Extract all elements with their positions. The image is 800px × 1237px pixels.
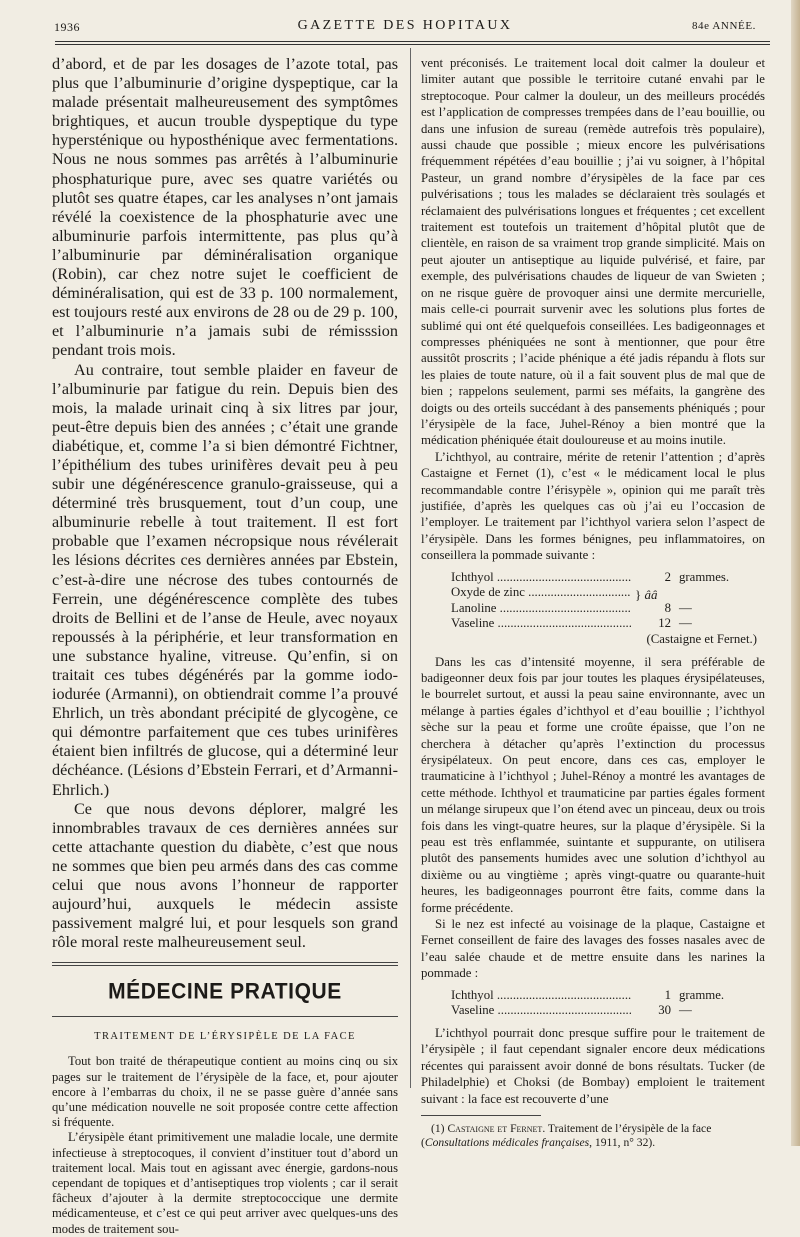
ingredient-quantity: 30	[658, 1003, 671, 1018]
ingredient-quantity: 2	[664, 569, 671, 584]
right-paragraph-4: Si le nez est infecté au voisinage de la plaque, Castaigne et Fernet conseillent de faire des lavages des fosses nasales avec de l’eau salée chaude et de mettre ensuite dans les narines la pommade :	[421, 917, 765, 981]
prescription-pommade	[451, 570, 765, 648]
journal-title: GAZETTE DES HOPITAUX	[297, 18, 513, 33]
left-paragraph-1: d’abord, et de par les dosages de l’azote total, pas plus que l’albuminurie d’origine dyspeptique, car la malade présentait malheureusement des symptômes brightiques, et aucun trouble dyspeptique du type hypersténique ou hyposthénique avec fermentations. Nous ne nous sommes pas arrêtés à l’albuminurie phosphaturique pure, avec ses quatre variétés ou plutôt ses quatre étapes, car les analyses n’ont jamais révélé la coexistence de la phosphaturie avec une albuminurie parfois intermittente, pas plus qu’à l’albuminurie par déminéralisation organique (Robin), car chez notre sujet le coefficient de déminéralisation, qui est de 33 p. 100 normalement, est toujours resté aux environs de 28 ou de 29 p. 100, et l’albuminurie n’a jamais subi de rémisssion pendant trois mois.	[52, 55, 398, 360]
left-paragraph-3: Ce que nous devons déplorer, malgré les innombrables travaux de ces dernières années sur cette attachante question du diabète, c’est que nous ne sommes que bien peu armés dans des cas comme celui que nous avons l’honneur de rapporter aujourd’hui, auxquels le médecin assiste passivement malgré lui, et pour lesquels son grand rôle moral reste malheureusement seul.	[52, 799, 398, 952]
right-paragraph-3: Dans les cas d’intensité moyenne, il sera préférable de badigeonner deux fois par jour toutes les plaques érysipélateuses, le bourrelet surtout, et aussi la peau saine environnante, avec un mélange à parties égales d’ichthyol et d’eau bouillie ; l’ichthyol sèche sur la peau et forme une croûte épaisse, que l’on ne cherchera à détacher qu’après l’extinction du processus érysipélateux. On peut encore, dans ces cas, employer le traumaticine à l’ichthyol ; Juhel-Rénoy a montré les avantages de cette méthode. Ichthyol et traumaticine par parties égales forment un mélange sirupeux que l’on étend avec un pinceau, deux ou trois fois dans les vingt-quatre heures, sur la plaque d’érysipèle. Si la peau est très enflammée, suintante et suppurante, on utilisera plutôt des pansements humides avec une solution d’ichthyol au dixième ou au vingtième ; après vingt-quatre ou quarante-huit heures, les badigeonnages pourront être faits, comme dans la forme précédente.	[421, 654, 765, 915]
prescription-row	[451, 988, 765, 1004]
footnote-authors: Castaigne et Fernet.	[447, 1121, 546, 1135]
ingredient-unit: —	[679, 616, 692, 631]
footnote-marker: (1)	[431, 1121, 445, 1135]
ingredient-name: Ichthyol .....	[451, 570, 631, 586]
ingredient-name: Vaseline .....	[451, 1003, 631, 1019]
footnote-text: Traitement de l’érysipèle de la face (	[421, 1121, 712, 1150]
journal-year-label: 84e ANNÉE.	[691, 20, 756, 32]
right-paragraph-5: L’ichthyol pourrait donc presque suffire pour le traitement de l’érysipèle ; il faut cependant signaler encore deux médications récentes qui paraissent avoir donné de bons résultats. Tucker (de Philadelphie) et Choksi (de Bombay) emploient le traitement suivant : la face est recouverte d’une	[421, 1025, 765, 1106]
prescription-row	[451, 1003, 765, 1019]
ingredient-unit: gramme.	[679, 987, 725, 1002]
footnote-tail: , 1911, n° 32).	[589, 1136, 656, 1150]
ingredient-unit: grammes.	[679, 569, 730, 584]
prescription-nasal	[451, 988, 765, 1019]
right-paragraph-1: vent préconisés. Le traitement local doit calmer la douleur et limiter autant que possible le territoire cutané envahi par le streptocoque. Pour calmer la douleur, un des meilleurs procédés est l’application de compresses trempées dans de l’eau bouillie, ou dans une infusion de sureau (remède autrefois très populaire), aussi chaude que possible ; mieux encore les pulvérisations fréquemment répétées d’eau bouillie ; j’ai vu soigner, à l’hôpital Pasteur, un grand nombre d’érysipèles de la face par ces pulvérisations ; tous les malades se déclaraient très soulagés et réclamaient des pulvérisations longues et fréquentes ; cet excellent traitement est toutefois un traitement d’hôpital plutôt que de clientèle, en raison de sa vraiment trop grande simplicité. Mais on peut ajouter un antiseptique au liquide pulvérisé, et faire, par exemple, des pulvérisations chaudes de liqueur de van Swieten ; on ne risque guère de provoquer ainsi une dermite mercurielle, mais celle-ci pourrait survenir avec les solutions plus fortes de sublimé qui ont été quelquefois conseillées. Les badigeonnages et compresses phéniquées ne sont à mentionner, que pour être aussitôt proscrits ; l’acide phénique a été jadis répandu à flots sur les plaies de toute nature, où il a fait souvent plus de mal que de bien ; rappelons seulement, parmi ses méfaits, la gangrène des doigts ou des orteils succédant à des pansements phéniqués ; pour l’érysipèle de la face, Juhel-Rénoy a bien montré que la médication phéniquée était douloureuse et au moins inutile.	[421, 56, 765, 448]
ingredient-quantity: 12	[658, 616, 671, 631]
left-paragraph-2: Au contraire, tout semble plaider en faveur de l’albuminurie par fatigue du rein. Depuis bien des mois, la malade urinait cinq à six litres par jour, peut-être depuis bien des années ; c’était une grande diabétique, et, comme l’a si bien démontré Fichtner, l’épithélium des tubes urinifères devait peu à peu subir une dégénérescence granulo-graisseuse, qui a déterminé très brusquement, tout d’un coup, une albuminurie rebelle à tout traitement. Il est fort probable que l’examen nécropsique nous révélerait les lésions décrites ces dernières années par Ebstein, c’est-à-dire une nécrose des tubes contournés de Ferrein, une dégénérescence complète des tubes droits de Bellini et de l’anse de Heule, avec noyaux repoussés à la périphérie, et leur transformation en une substance hyaline, vitreuse. Qu’enfin, si on traitait ces tubes dégénérés par la gomme iodo-iodurée (Armanni), on obtiendrait comme l’a prouvé Ehrlich, un très abondant précipité de glycogène, ce qui démontre parfaitement que ces tubes urinifères étaient bien infiltrés de glucose, qui a déterminé leur déchéance. (Lésions d’Ebstein Ferrari, et d’Armanni-Ehrlich.)	[52, 360, 398, 799]
ingredient-name: Vaseline .....	[451, 616, 631, 632]
ingredient-unit: —	[679, 600, 692, 615]
prescription-row	[451, 585, 765, 601]
page-edge	[791, 0, 800, 1146]
section-title: MÉDECINE PRATIQUE	[108, 979, 342, 1004]
prescription-row	[451, 616, 765, 632]
ingredient-quantity: 8	[664, 600, 671, 615]
right-column	[421, 55, 765, 1150]
section-title-rule	[52, 1016, 398, 1017]
ingredient-name: Ichthyol .....	[451, 988, 631, 1004]
footnote-rule	[421, 1115, 541, 1116]
left-column	[52, 55, 398, 1237]
ingredient-quantity: 1	[664, 987, 671, 1002]
prescription-brace-group	[451, 585, 765, 616]
column-divider	[410, 48, 411, 1088]
footnote-source: Consultations médicales françaises	[424, 1136, 590, 1150]
ingredient-unit: —	[679, 1003, 692, 1018]
page-number: 1936	[54, 20, 80, 34]
article-title: TRAITEMENT DE L’ÉRYSIPÈLE DE LA FACE	[94, 1031, 356, 1043]
prescription-row	[451, 570, 765, 586]
section-separator	[52, 962, 398, 966]
prescription-row	[451, 601, 765, 617]
ingredient-name: Lanoline .....	[451, 601, 631, 617]
page-header	[40, 16, 770, 38]
article-paragraph-1: Tout bon traité de thérapeutique contient au moins cinq ou six pages sur le traitement de l’érysipèle de la face, et, pour ajouter encore à l’embarras du choix, il ne se passe guère d’année sans qu’une médication nouvelle ne soit proposée contre cette affection si fréquente.	[52, 1054, 398, 1130]
header-rule	[55, 41, 770, 42]
right-paragraph-2: L’ichthyol, au contraire, mérite de retenir l’attention ; d’après Castaigne et Fernet (1), c’est « le médicament local le plus recommandable contre l’érisypèle », opinion qui me paraît très justifiée, d’après les quelques cas où j’ai eu l’occasion de l’employer. Le traitement par l’ichthyol variera selon l’aspect de l’érysipèle. Dans les formes bénignes, peu inflammatoires, on conseillera la pommade suivante :	[421, 449, 765, 563]
brace-ana-label: } ââ	[635, 587, 658, 603]
header-rule-secondary	[55, 44, 770, 45]
prescription-citation: (Castaigne et Fernet.)	[646, 631, 757, 646]
footnote	[421, 1122, 765, 1150]
article-paragraph-2: L’érysipèle étant primitivement une maladie locale, une dermite infectieuse à streptocoques, il convient d’instituer tout d’abord un traitement local. Mais tout en agissant avec énergie, gardons-nous cependant de topiques et d’antiseptiques trop violents ; car il serait fâcheux d’ajouter à la dermite streptococcique une dermite médicamenteuse, et c’est ce qui peut arriver avec quelques-uns des modes de traitement sou-	[52, 1130, 398, 1236]
ingredient-name: Oxyde de zinc .....	[451, 585, 631, 601]
